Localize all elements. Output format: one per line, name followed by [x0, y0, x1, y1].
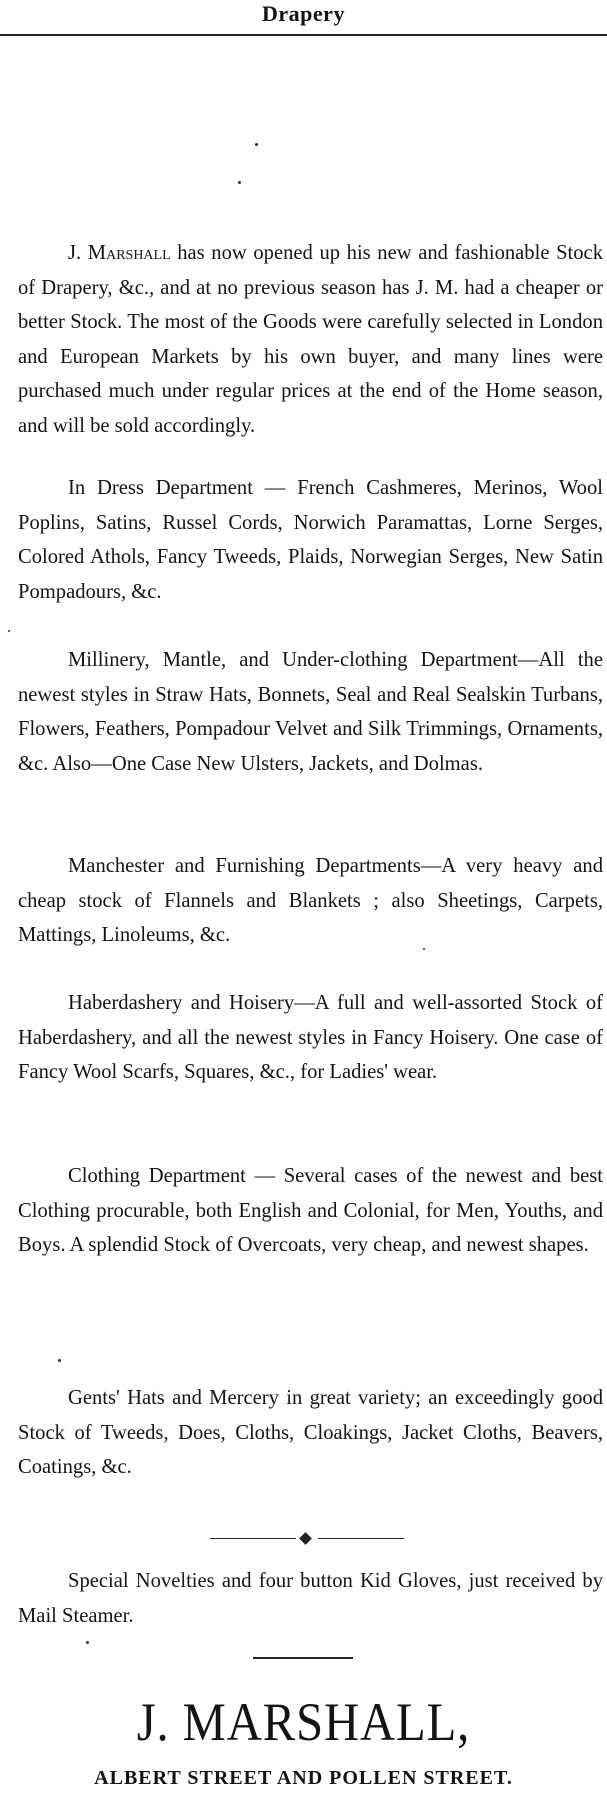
divider-line-left: [210, 1538, 296, 1539]
signature-rule: [253, 1657, 353, 1659]
section-title: Drapery: [262, 1, 345, 26]
ink-speck: [86, 1641, 89, 1644]
ink-speck: [423, 948, 425, 950]
advertiser-name: J. Marshall: [68, 242, 171, 264]
advertiser-signature: J. MARSHALL,: [136, 1692, 471, 1752]
ink-speck: [255, 143, 258, 146]
millinery-department-paragraph: Millinery, Mantle, and Under-clothing Department—All the newest styles in Straw Hats, Bonnets, Seal and Real Sealskin Turbans, Flowers, Feathers, Pompadour Velvet and Silk Trimmings, Ornaments, &c. Also—One Case New Ulsters, Jackets, and Dolmas.: [18, 649, 603, 775]
header-rule: [0, 34, 607, 36]
novelties-paragraph: Special Novelties and four button Kid Gloves, just received by Mail Steamer.: [18, 1570, 603, 1627]
divider-line-right: [318, 1538, 404, 1539]
gents-hats-paragraph: Gents' Hats and Mercery in great variety; an exceedingly good Stock of Tweeds, Does, Cloths, Cloakings, Jacket Cloths, Beavers, Coatings, &c.: [18, 1387, 603, 1478]
diamond-ornament-icon: [299, 1532, 312, 1545]
ink-speck: [58, 1359, 61, 1362]
ink-speck: [8, 630, 10, 632]
manchester-department-paragraph: Manchester and Furnishing Departments—A very heavy and cheap stock of Flannels and Blankets ; also Sheetings, Carpets, Mattings, Linoleums, &c.: [18, 855, 603, 946]
haberdashery-paragraph: Haberdashery and Hoisery—A full and well-assorted Stock of Haberdashery, and all the newest styles in Fancy Hoisery. One case of Fancy Wool Scarfs, Squares, &c., for Ladies' wear.: [18, 992, 603, 1083]
ink-speck: [238, 181, 241, 184]
dress-department-paragraph: In Dress Department — French Cashmeres, Merinos, Wool Poplins, Satins, Russel Cords, Norwich Paramattas, Lorne Serges, Colored Athols, Fancy Tweeds, Plaids, Norwegian Serges, New Satin Pompadours, &c.: [18, 477, 603, 603]
intro-paragraph: [18, 236, 603, 443]
ornamental-divider: [210, 1533, 404, 1545]
intro-text: has now opened up his new and fashionable Stock of Drapery, &c., and at no previous season has J. M. had a cheaper or better Stock. The most of the Goods were carefully selected in London and European Markets by his own buyer, and many lines were purchased much under regular prices at the end of the Home season, and will be sold accordingly.: [18, 242, 603, 437]
clothing-department-paragraph: Clothing Department — Several cases of the newest and best Clothing procurable, both English and Colonial, for Men, Youths, and Boys. A splendid Stock of Overcoats, very cheap, and newest shapes.: [18, 1165, 603, 1256]
business-address: ALBERT STREET AND POLLEN STREET.: [94, 1767, 513, 1789]
